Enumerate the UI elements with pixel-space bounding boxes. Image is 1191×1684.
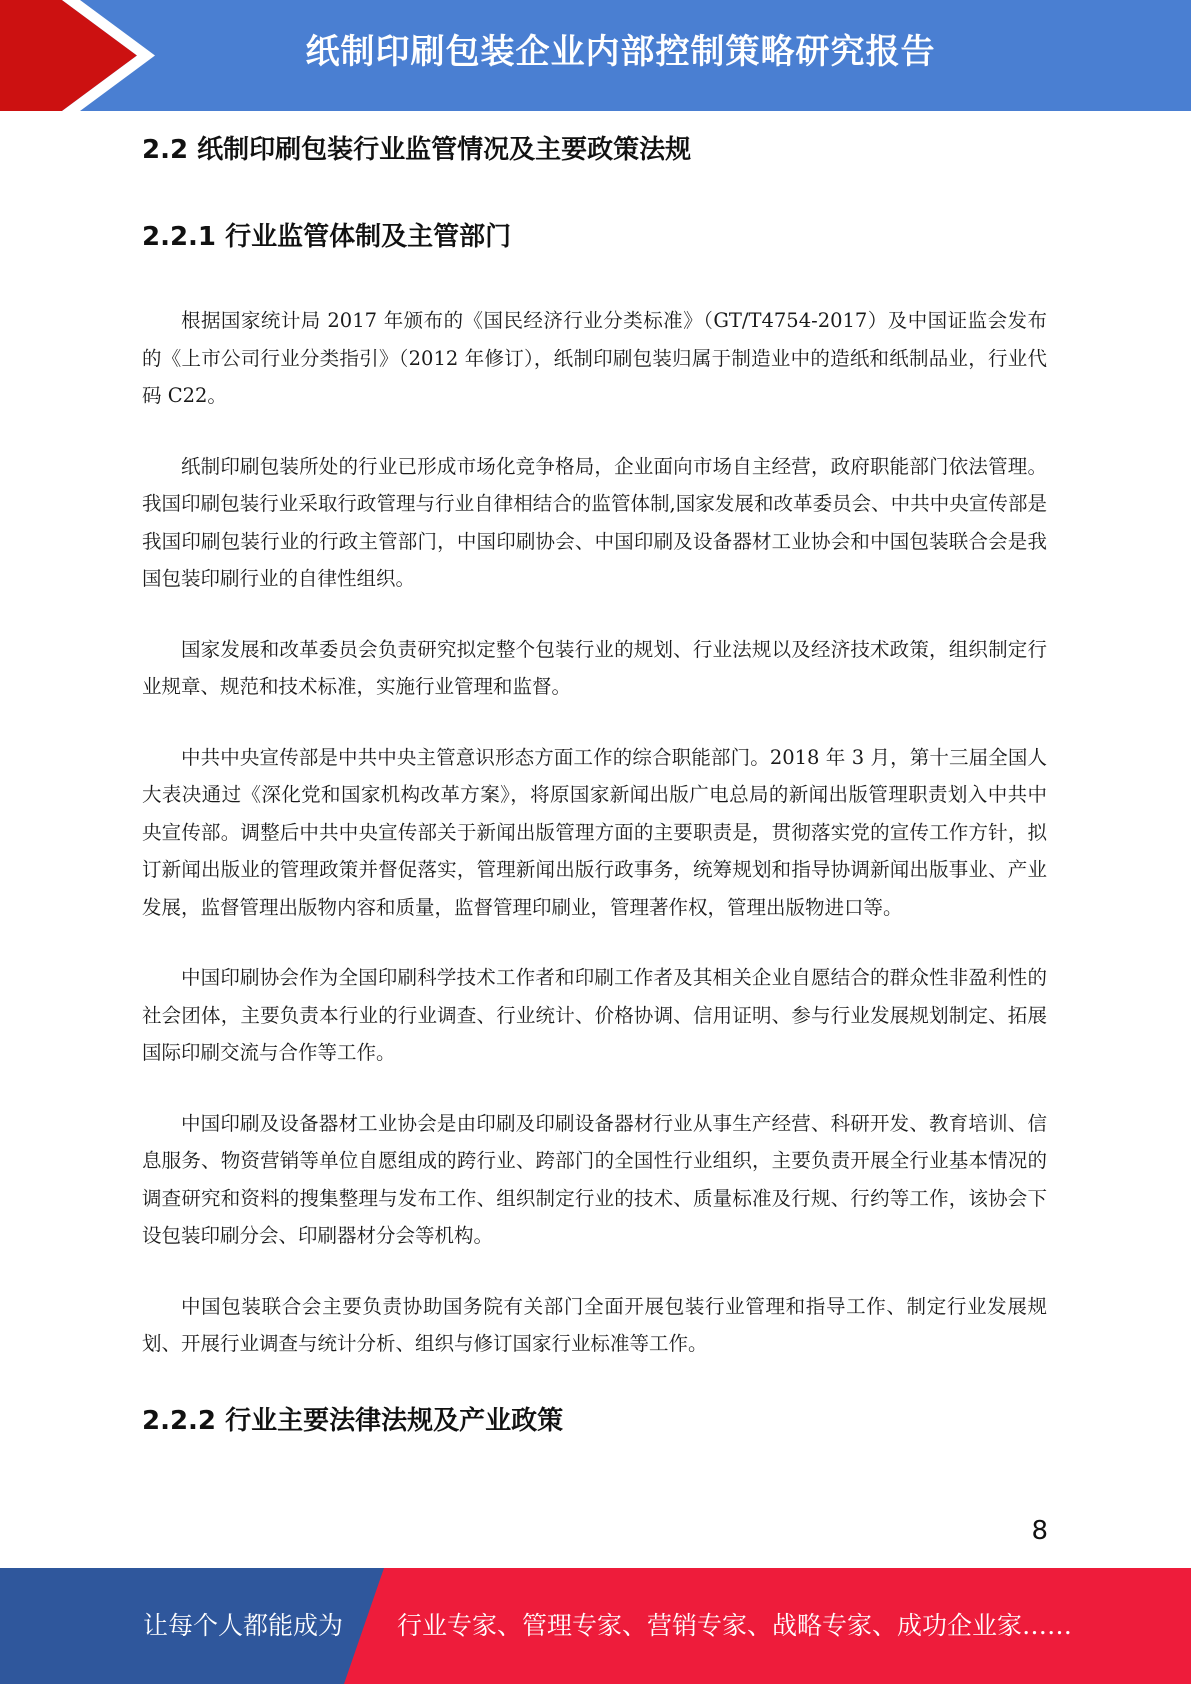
page-number: 8 [1031, 1516, 1048, 1546]
page-header-band [0, 0, 1191, 111]
paragraph: 中国包装联合会主要负责协助国务院有关部门全面开展包装行业管理和指导工作、制定行业发展规划、开展行业调查与统计分析、组织与修订国家行业标准等工作。 [142, 1294, 1047, 1355]
paragraph: 中国印刷及设备器材工业协会是由印刷及印刷设备器材行业从事生产经营、科研开发、教育培训、信息服务、物资营销等单位自愿组成的跨行业、跨部门的全国性行业组织，主要负责开展全行业基本情况的调查研究和资料的搜集整理与发布工作、组织制定行业的技术、质量标准及行规、行约等工作，该协会下设包装印刷分会、印刷器材分会等机构。 [142, 1111, 1047, 1247]
footer-slogan-right: 行业专家、管理专家、营销专家、战略专家、成功企业家…… [397, 1611, 1073, 1640]
paragraph: 中国印刷协会作为全国印刷科学技术工作者和印刷工作者及其相关企业自愿结合的群众性非盈利性的社会团体，主要负责本行业的行业调查、行业统计、价格协调、信用证明、参与行业发展规划制定、拓展国际印刷交流与合作等工作。 [142, 966, 1047, 1064]
chevron-arrow-icon [0, 0, 160, 111]
paragraph: 纸制印刷包装所处的行业已形成市场化竞争格局，企业面向市场自主经营，政府职能部门依法管理。我国印刷包装行业采取行政管理与行业自律相结合的监管体制,国家发展和改革委员会、中共中央宣传部是我国印刷包装行业的行政主管部门，中国印刷协会、中国印刷及设备器材工业协会和中国包装联合会是我国包装印刷行业的自律性组织。 [142, 454, 1047, 590]
document-body [142, 128, 1047, 1443]
paragraph: 中共中央宣传部是中共中央主管意识形态方面工作的综合职能部门。2018 年 3 月，第十三届全国人大表决通过《深化党和国家机构改革方案》，将原国家新闻出版广电总局的新闻出版管理职责划入中共中央宣传部。调整后中共中央宣传部关于新闻出版管理方面的主要职责是，贯彻落实党的宣传工作方针，拟订新闻出版业的管理政策并督促落实，管理新闻出版行政事务，统筹规划和指导协调新闻出版事业、产业发展，监督管理出版物内容和质量，监督管理印刷业，管理著作权，管理出版物进口等。 [142, 745, 1047, 919]
report-title: 纸制印刷包装企业内部控制策略研究报告 [305, 32, 936, 72]
footer-slogan-left: 让每个人都能成为 [143, 1611, 344, 1640]
section-heading: 2.2 纸制印刷包装行业监管情况及主要政策法规 [142, 135, 692, 165]
page-footer-band [0, 1568, 1191, 1684]
paragraph: 国家发展和改革委员会负责研究拟定整个包装行业的规划、行业法规以及经济技术政策，组织制定行业规章、规范和技术标准，实施行业管理和监督。 [142, 637, 1047, 698]
paragraph: 根据国家统计局 2017 年颁布的《国民经济行业分类标准》（GT/T4754-2017）及中国证监会发布的《上市公司行业分类指引》（2012 年修订），纸制印刷包装归属于制造业中的造纸和纸制品业，行业代码 C22。 [142, 309, 1047, 407]
subsection-heading-2: 2.2.2 行业主要法律法规及产业政策 [142, 1405, 564, 1436]
subsection-heading-1: 2.2.1 行业监管体制及主管部门 [142, 222, 512, 252]
